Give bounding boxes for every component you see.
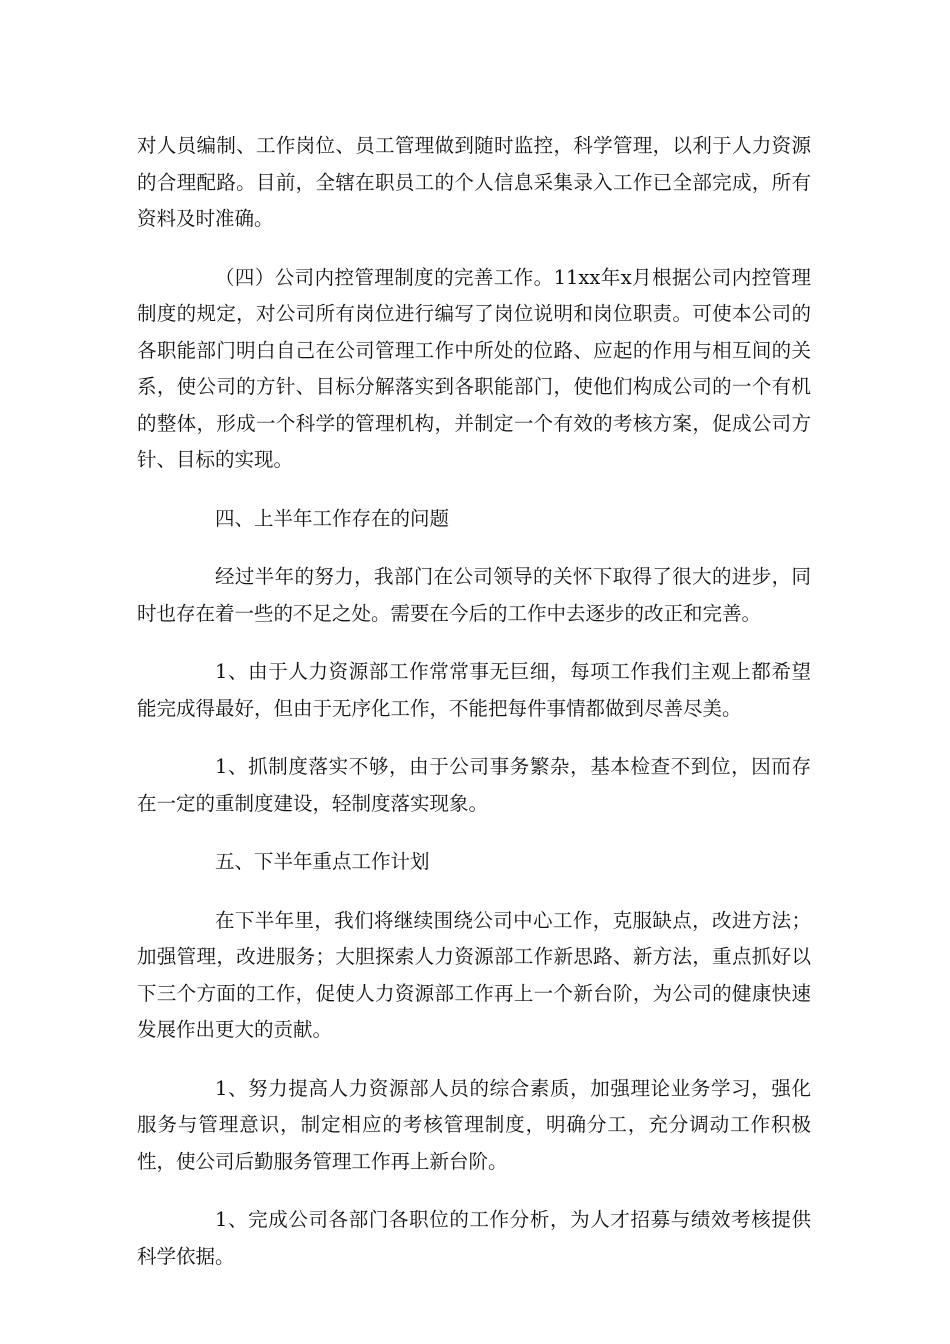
- paragraph-plan-intro: 在下半年里，我们将继续围绕公司中心工作，克服缺点，改进方法；加强管理，改进服务；大胆探索人力资源部工作新思路、新方法，重点抓好以下三个方面的工作，促使人力资源部工作再上一个新台阶，为公司的健康快速发展作出更大的贡献。: [137, 908, 811, 1041]
- paragraph-problem-1: 1、由于人力资源部工作常常事无巨细，每项工作我们主观上都希望能完成得最好，但由于无序化工作，不能把每件事情都做到尽善尽美。: [137, 660, 811, 720]
- paragraph-plan-2: 1、完成公司各部门各职位的工作分析，为人才招募与绩效考核提供科学依据。: [137, 1208, 811, 1268]
- paragraph-problems-intro: 经过半年的努力，我部门在公司领导的关怀下取得了很大的进步，同时也存在着一些的不足之处。需要在今后的工作中去逐步的改正和完善。: [137, 565, 811, 625]
- section-heading-problems: 四、上半年工作存在的问题: [215, 506, 450, 530]
- document-body: [137, 128, 811, 1297]
- paragraph-continuation: 对人员编制、工作岗位、员工管理做到随时监控，科学管理，以利于人力资源的合理配路。目前，全辖在职员工的个人信息采集录入工作已全部完成，所有资料及时准确。: [137, 134, 811, 230]
- paragraph-problem-2: 1、抓制度落实不够，由于公司事务繁杂，基本检查不到位，因而存在一定的重制度建设，轻制度落实现象。: [137, 755, 811, 815]
- paragraph-internal-control: （四）公司内控管理制度的完善工作。11xx年x月根据公司内控管理制度的规定，对公司所有岗位进行编写了岗位说明和岗位职责。可使本公司的各职能部门明白自己在公司管理工作中所处的位路、应起的作用与相互间的关系，使公司的方针、目标分解落实到各职能部门，使他们构成公司的一个有机的整体，形成一个科学的管理机构，并制定一个有效的考核方案，促成公司方针、目标的实现。: [137, 265, 811, 471]
- section-heading-plan: 五、下半年重点工作计划: [215, 850, 430, 873]
- paragraph-plan-1: 1、努力提高人力资源部人员的综合素质，加强理论业务学习，强化服务与管理意识，制定相应的考核管理制度，明确分工，充分调动工作积极性，使公司后勤服务管理工作再上新台阶。: [137, 1076, 811, 1173]
